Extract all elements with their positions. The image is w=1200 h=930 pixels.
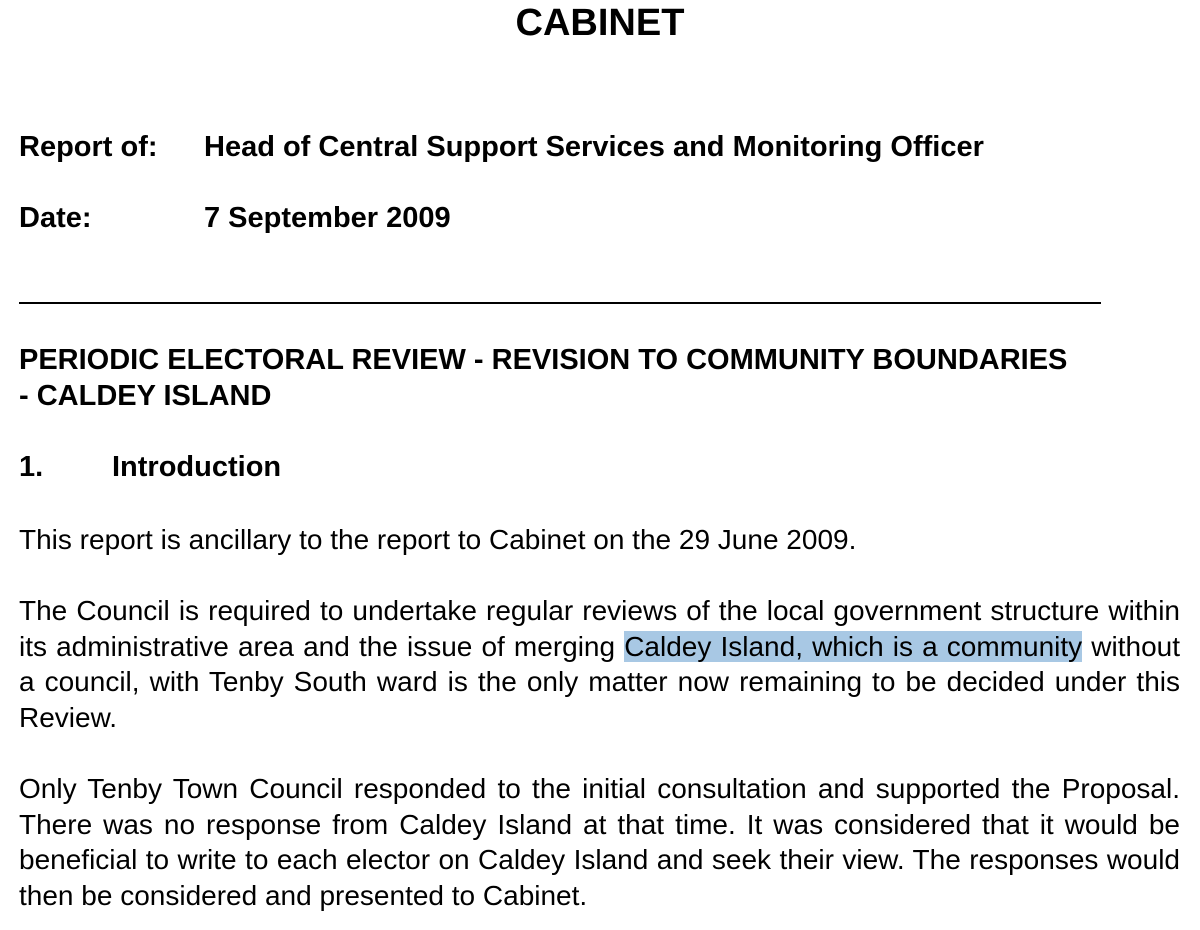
report-heading-line-1: PERIODIC ELECTORAL REVIEW - REVISION TO COMMUNITY BOUNDARIES [19, 344, 1068, 376]
paragraph-2-text-after: without a council, with Tenby South ward is the only matter now remaining to be decided under this Review. [19, 630, 1181, 734]
paragraph-3: Only Tenby Town Council responded to the initial consultation and supported the Proposal. There was no response from Caldey Island at that time. It was considered that it would be beneficial to write to each elector on Caldey Island and seek their view. The responses would then be considered and presented to Cabinet. [19, 773, 1180, 912]
highlighted-text[interactable]: Caldey Island, which is a community [624, 630, 1083, 662]
section-number: 1. [19, 451, 44, 483]
paragraph-1: This report is ancillary to the report to Cabinet on the 29 June 2009. [19, 524, 857, 555]
horizontal-rule [19, 302, 1101, 304]
date-value: 7 September 2009 [204, 202, 451, 234]
report-heading-line-2: - CALDEY ISLAND [19, 380, 272, 412]
date-label: Date: [19, 202, 92, 234]
document-title: CABINET [515, 2, 685, 44]
report-of-value: Head of Central Support Services and Monitoring Officer [204, 131, 984, 163]
paragraph-2 [19, 593, 1180, 736]
section-title: Introduction [112, 451, 282, 483]
report-of-label: Report of: [19, 131, 158, 163]
paragraph-2-text-before: The Council is required to undertake regular reviews of the local government structure within its administrative area and the issue of merging [19, 595, 1180, 662]
